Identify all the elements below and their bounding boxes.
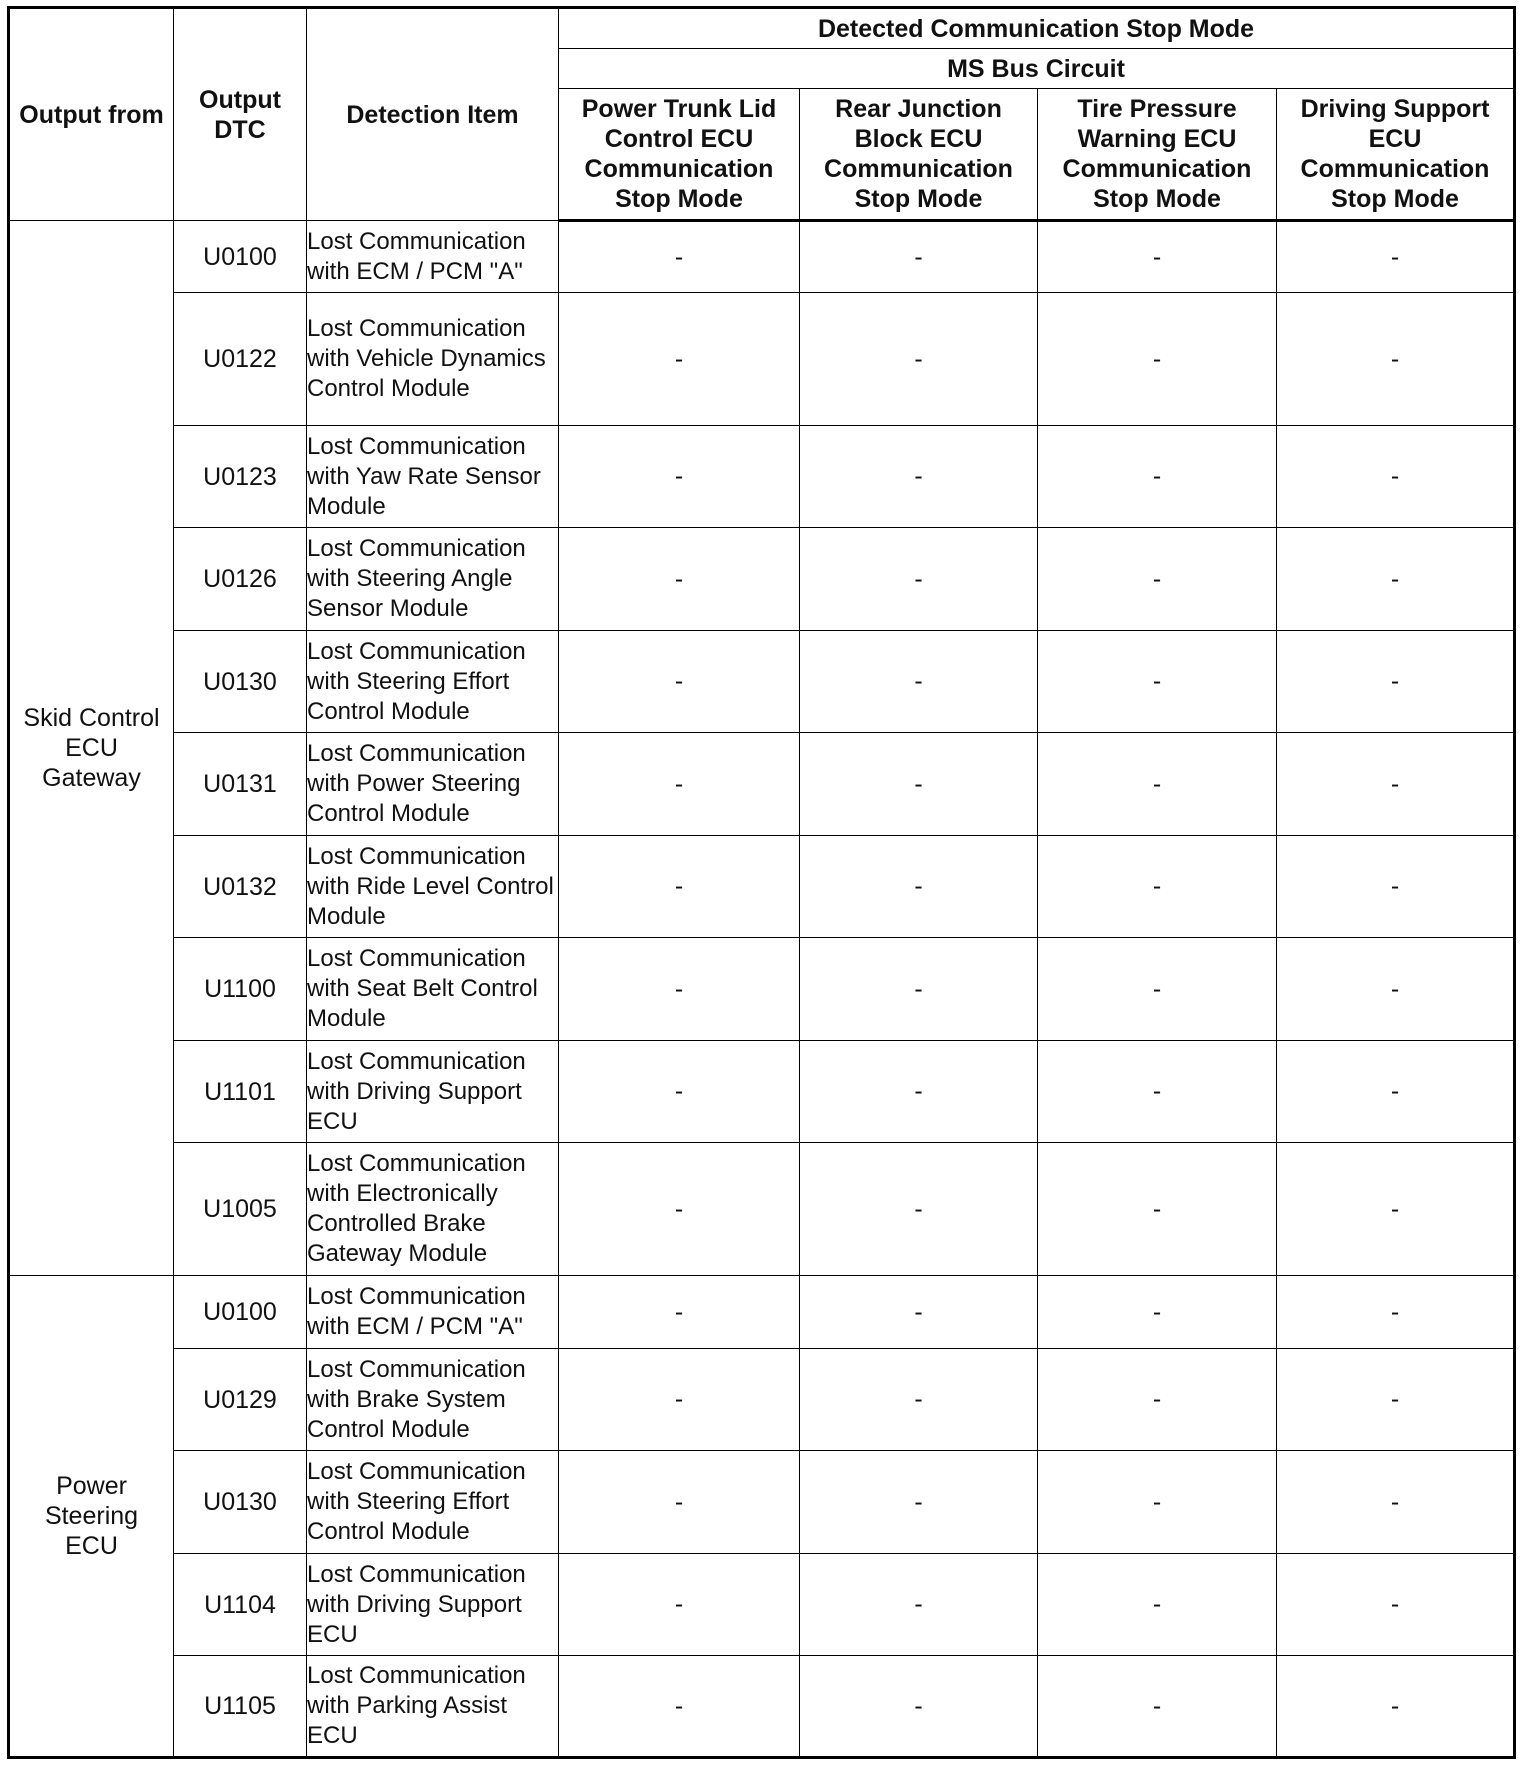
mode-cell: -	[1038, 528, 1277, 631]
group-cell: Skid Control ECU Gateway	[9, 221, 174, 1276]
detection-item: Lost Communication with Parking Assist ECU	[307, 1656, 559, 1758]
mode-cell: -	[559, 426, 800, 528]
mode-cell: -	[800, 836, 1038, 938]
mode-cell: -	[559, 293, 800, 426]
detection-item: Lost Communication with ECM / PCM "A"	[307, 221, 559, 293]
group-cell: Power Steering ECU	[9, 1276, 174, 1758]
mode-cell: -	[800, 426, 1038, 528]
dtc-code: U0123	[174, 426, 307, 528]
detection-item: Lost Communication with Seat Belt Control Module	[307, 938, 559, 1041]
header-mode-tire-pressure: Tire Pressure Warning ECU Communication Stop Mode	[1038, 89, 1277, 221]
mode-cell: -	[800, 938, 1038, 1041]
dtc-code: U0130	[174, 1451, 307, 1554]
dtc-code: U1100	[174, 938, 307, 1041]
dtc-code: U0130	[174, 631, 307, 733]
mode-cell: -	[559, 1451, 800, 1554]
header-detected-mode: Detected Communication Stop Mode	[559, 8, 1515, 49]
mode-cell: -	[559, 1143, 800, 1276]
mode-cell: -	[1277, 293, 1515, 426]
dtc-code: U0100	[174, 1276, 307, 1349]
mode-cell: -	[1038, 1656, 1277, 1758]
detection-item: Lost Communication with Electronically Controlled Brake Gateway Module	[307, 1143, 559, 1276]
mode-cell: -	[559, 631, 800, 733]
header-mode-driving-support: Driving Support ECU Communication Stop Mode	[1277, 89, 1515, 221]
table-row	[9, 1041, 1515, 1143]
table-row	[9, 733, 1515, 836]
table-row	[9, 528, 1515, 631]
table-row	[9, 631, 1515, 733]
dtc-code: U0126	[174, 528, 307, 631]
dtc-code: U0129	[174, 1349, 307, 1451]
mode-cell: -	[1277, 221, 1515, 293]
mode-cell: -	[1277, 938, 1515, 1041]
mode-cell: -	[800, 293, 1038, 426]
table-row	[9, 426, 1515, 528]
mode-cell: -	[800, 528, 1038, 631]
header-mode-power-trunk-lid: Power Trunk Lid Control ECU Communication Stop Mode	[559, 89, 800, 221]
mode-cell: -	[1038, 1276, 1277, 1349]
mode-cell: -	[559, 1041, 800, 1143]
dtc-code: U0131	[174, 733, 307, 836]
mode-cell: -	[1038, 293, 1277, 426]
detection-item: Lost Communication with Yaw Rate Sensor Module	[307, 426, 559, 528]
dtc-code: U0122	[174, 293, 307, 426]
mode-cell: -	[1277, 631, 1515, 733]
detection-item: Lost Communication with Driving Support ECU	[307, 1554, 559, 1656]
detection-item: Lost Communication with Ride Level Control Module	[307, 836, 559, 938]
header-detection-item: Detection Item	[307, 8, 559, 221]
mode-cell: -	[1038, 1349, 1277, 1451]
detection-item: Lost Communication with Driving Support ECU	[307, 1041, 559, 1143]
table-row	[9, 1143, 1515, 1276]
dtc-code: U0100	[174, 221, 307, 293]
mode-cell: -	[559, 1554, 800, 1656]
mode-cell: -	[1277, 528, 1515, 631]
mode-cell: -	[800, 1276, 1038, 1349]
header-bus-circuit: MS Bus Circuit	[559, 49, 1515, 89]
mode-cell: -	[559, 1349, 800, 1451]
table-row	[9, 1656, 1515, 1758]
detection-item: Lost Communication with ECM / PCM "A"	[307, 1276, 559, 1349]
mode-cell: -	[1038, 1451, 1277, 1554]
mode-cell: -	[1038, 733, 1277, 836]
mode-cell: -	[1277, 1554, 1515, 1656]
mode-cell: -	[1277, 426, 1515, 528]
mode-cell: -	[559, 836, 800, 938]
mode-cell: -	[1038, 836, 1277, 938]
mode-cell: -	[559, 528, 800, 631]
mode-cell: -	[1277, 1276, 1515, 1349]
detection-item: Lost Communication with Steering Effort Control Module	[307, 631, 559, 733]
dtc-code: U1101	[174, 1041, 307, 1143]
mode-cell: -	[800, 733, 1038, 836]
mode-cell: -	[800, 221, 1038, 293]
mode-cell: -	[1038, 631, 1277, 733]
mode-cell: -	[800, 1656, 1038, 1758]
mode-cell: -	[800, 1041, 1038, 1143]
header-output-dtc: Output DTC	[174, 8, 307, 221]
table-row	[9, 1349, 1515, 1451]
mode-cell: -	[1038, 1143, 1277, 1276]
mode-cell: -	[800, 1554, 1038, 1656]
table-row	[9, 293, 1515, 426]
dtc-table-container	[7, 6, 1516, 1759]
detection-item: Lost Communication with Vehicle Dynamics Control Module	[307, 293, 559, 426]
table-row	[9, 221, 1515, 293]
mode-cell: -	[800, 1451, 1038, 1554]
mode-cell: -	[1038, 938, 1277, 1041]
dtc-code: U1104	[174, 1554, 307, 1656]
mode-cell: -	[1038, 1041, 1277, 1143]
mode-cell: -	[1038, 221, 1277, 293]
header-mode-rear-junction-block: Rear Junction Block ECU Communication Stop Mode	[800, 89, 1038, 221]
dtc-code: U1105	[174, 1656, 307, 1758]
mode-cell: -	[1277, 1349, 1515, 1451]
mode-cell: -	[1277, 1143, 1515, 1276]
table-row	[9, 1554, 1515, 1656]
mode-cell: -	[1277, 1041, 1515, 1143]
header-output-from: Output from	[9, 8, 174, 221]
dtc-code: U0132	[174, 836, 307, 938]
dtc-code: U1005	[174, 1143, 307, 1276]
table-row	[9, 836, 1515, 938]
detection-item: Lost Communication with Steering Angle Sensor Module	[307, 528, 559, 631]
mode-cell: -	[1038, 426, 1277, 528]
mode-cell: -	[1277, 733, 1515, 836]
mode-cell: -	[559, 1276, 800, 1349]
table-row	[9, 938, 1515, 1041]
detection-item: Lost Communication with Power Steering Control Module	[307, 733, 559, 836]
mode-cell: -	[1038, 1554, 1277, 1656]
mode-cell: -	[800, 631, 1038, 733]
mode-cell: -	[800, 1143, 1038, 1276]
mode-cell: -	[559, 1656, 800, 1758]
mode-cell: -	[1277, 1451, 1515, 1554]
detection-item: Lost Communication with Steering Effort Control Module	[307, 1451, 559, 1554]
detection-item: Lost Communication with Brake System Control Module	[307, 1349, 559, 1451]
mode-cell: -	[559, 938, 800, 1041]
mode-cell: -	[559, 221, 800, 293]
table-row	[9, 1276, 1515, 1349]
mode-cell: -	[1277, 836, 1515, 938]
mode-cell: -	[800, 1349, 1038, 1451]
mode-cell: -	[1277, 1656, 1515, 1758]
mode-cell: -	[559, 733, 800, 836]
dtc-table	[7, 6, 1516, 1759]
table-row	[9, 1451, 1515, 1554]
